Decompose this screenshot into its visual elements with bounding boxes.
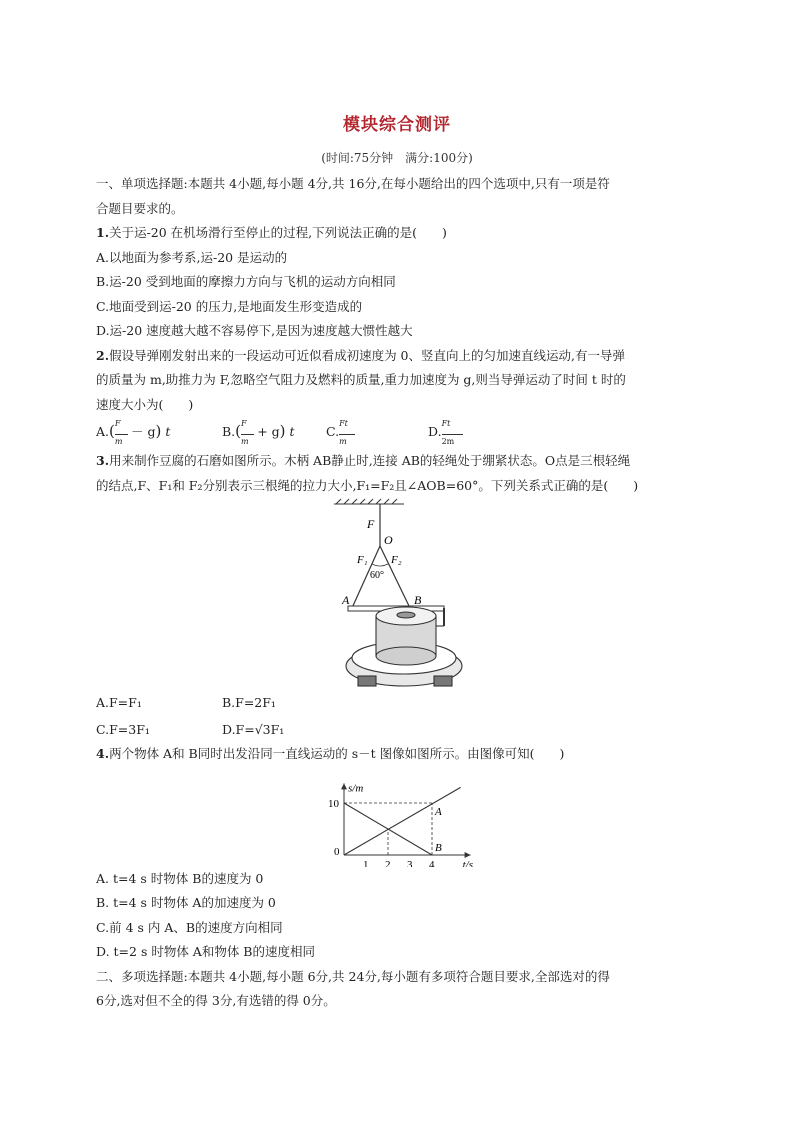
section2-heading-line1: 二、多项选择题:本题共 4小题,每小题 6分,共 24分,每小题有多项符合题目要求,全部选对的得 xyxy=(96,968,610,984)
q3-line1-text: 用来制作豆腐的石磨如图所示。木柄 AB静止时,连接 AB的轻绳处于绷紧状态。O点是三根轻绳 xyxy=(109,453,631,468)
q1-stem-text: 关于运-20 在机场滑行至停止的过程,下列说法正确的是( ) xyxy=(109,225,447,240)
q4-number: 4. xyxy=(96,746,110,761)
q2-number: 2. xyxy=(96,347,110,363)
q4-stem xyxy=(96,742,696,767)
q1-stem xyxy=(96,221,696,246)
q3-number: 3. xyxy=(96,453,110,468)
q2-line1-text: 假设导弹刚发射出来的一段运动可近似看成初速度为 0、竖直向上的匀加速直线运动,有一导弹 xyxy=(109,347,625,363)
q2-c-fraction: $\frac{Ft}{m}$ xyxy=(339,419,355,446)
ceiling-hatch-icon xyxy=(334,499,404,504)
q3-option-d: D.F=√3F₁ xyxy=(222,721,285,737)
label-O: O xyxy=(384,533,393,547)
label-F1: F₁ xyxy=(357,554,368,566)
q2-a-fraction: $\frac{F}{m}$ xyxy=(115,419,128,446)
label-B: B xyxy=(414,593,422,607)
x-tick-label: 2 xyxy=(385,858,391,867)
q1-number: 1. xyxy=(96,225,110,240)
q2-option-c: $C.\frac{Ft}{m}$ xyxy=(326,419,428,446)
y-tick-label: 10 xyxy=(328,797,339,810)
q3-stem-line1 xyxy=(96,449,696,474)
x-tick-label: 4 xyxy=(429,858,435,867)
q3-option-b: B.F=2F₁ xyxy=(222,694,276,710)
x-axis-arrow-icon xyxy=(465,852,471,858)
label-A: A xyxy=(342,593,350,607)
y-axis-arrow-icon xyxy=(341,783,347,789)
q2-stem-line1 xyxy=(96,344,696,369)
q3-options-row2 xyxy=(96,718,696,742)
label-F: F xyxy=(367,517,375,531)
q2-option-d: $D.\frac{Ft}{2m}$ xyxy=(428,419,463,446)
q3-options-row1 xyxy=(96,688,696,718)
label-F2: F₂ xyxy=(391,554,402,566)
q4-stem-text: 两个物体 A和 B同时出发沿同一直线运动的 s－t 图像如图所示。由图像可知( ) xyxy=(109,746,565,761)
q2-option-a: $A.(\frac{F}{m} - g)$ t xyxy=(96,418,171,446)
q2-b-fraction: $\frac{F}{m}$ xyxy=(241,419,254,446)
section1-heading-line1: 一、单项选择题:本题共 4小题,每小题 4分,共 16分,在每小题给出的四个选项中,只有一项是符 xyxy=(96,176,610,191)
q2-stem-line2: 的质量为 m,助推力为 F,忽略空气阻力及燃料的质量,重力加速度为 g,则当导弹运动了时间 t 时的 xyxy=(96,372,626,387)
label-angle: 60° xyxy=(370,570,384,581)
series-line-A xyxy=(344,787,461,855)
exam-content xyxy=(96,172,696,1014)
section1-heading-line2: 合题目要求的。 xyxy=(96,200,184,216)
q2-options xyxy=(96,417,696,447)
s-t-chart xyxy=(96,767,696,867)
q4-option-a: A. t=4 s 时物体 B的速度为 0 xyxy=(96,870,264,886)
y-axis-label: s/m xyxy=(348,781,364,794)
q2-option-b: $B.(\frac{F}{m} + g)$ t xyxy=(222,418,295,446)
q2-stem-line3: 速度大小为( ) xyxy=(96,396,194,412)
q4-option-d: D. t=2 s 时物体 A和物体 B的速度相同 xyxy=(96,944,315,959)
q3-stem-line2: 的结点,F、F₁和 F₂分别表示三根绳的拉力大小,F₁=F₂且∠AOB=60°。下列关系式正确的是( ) xyxy=(96,477,639,493)
q3-option-a: A.F=F₁ xyxy=(96,694,142,710)
q2-d-fraction: $\frac{Ft}{2m}$ xyxy=(442,419,463,446)
exam-time-score: (时间:75分钟 满分:100分) xyxy=(321,151,473,165)
q1-option-d: D.运-20 速度越大越不容易停下,是因为速度越大惯性越大 xyxy=(96,323,413,338)
x-axis-label: t/s xyxy=(462,858,474,867)
x-tick-label: 3 xyxy=(407,858,413,867)
q1-option-c: C.地面受到运-20 的压力,是地面发生形变造成的 xyxy=(96,298,363,314)
section2-heading-line2: 6分,选对但不全的得 3分,有选错的得 0分。 xyxy=(96,993,336,1008)
millstone-figure xyxy=(96,498,696,688)
y-tick-label: 0 xyxy=(334,845,340,858)
q4-option-c: C.前 4 s 内 A、B的速度方向相同 xyxy=(96,919,283,935)
x-tick-label: 1 xyxy=(363,858,369,867)
page-title: 模块综合测评 xyxy=(343,115,451,135)
series-label-A: A xyxy=(435,805,442,818)
q1-option-a: A.以地面为参考系,运-20 是运动的 xyxy=(96,249,288,265)
series-label-B: B xyxy=(435,841,442,854)
q3-option-c: C.F=3F₁ xyxy=(96,721,150,737)
q4-option-b: B. t=4 s 时物体 A的加速度为 0 xyxy=(96,895,276,910)
q1-option-b: B.运-20 受到地面的摩擦力方向与飞机的运动方向相同 xyxy=(96,274,396,289)
